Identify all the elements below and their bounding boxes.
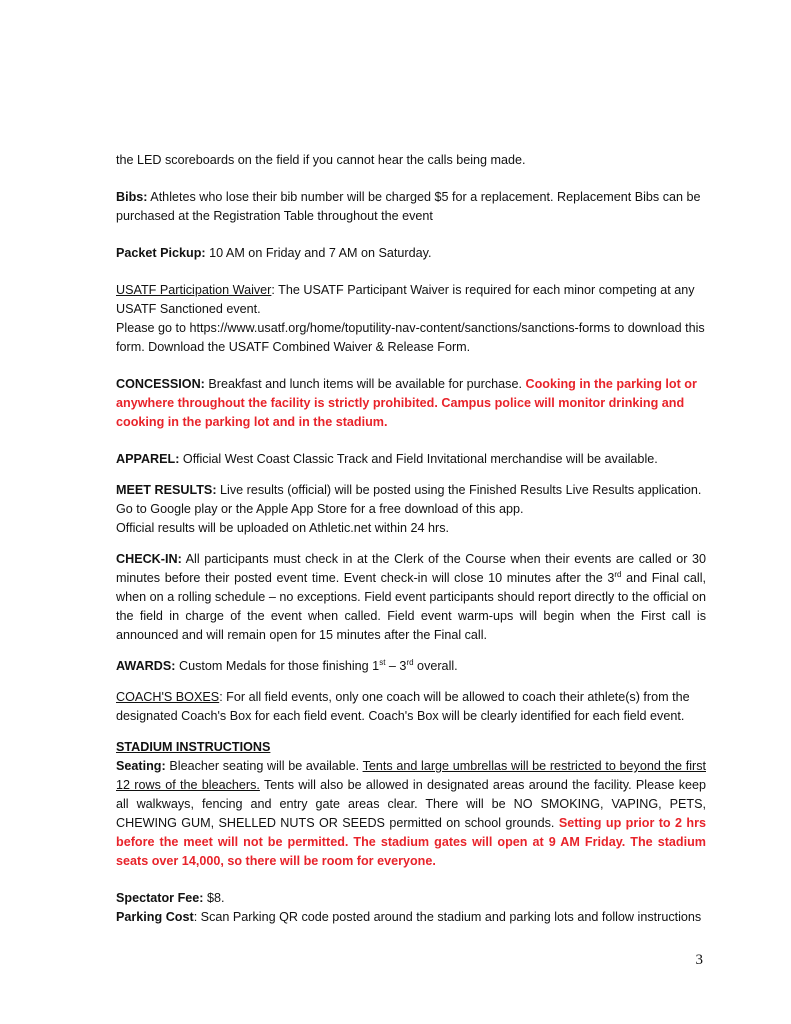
parking-cost-text: : Scan Parking QR code posted around the stadium and parking lots and follow instructions bbox=[193, 910, 702, 924]
seating-warning: Setting up prior to 2 hrs before the meet will not be permitted. The stadium gates will open at 9 AM Friday. The stadium seats over 14,000, so there will be room for everyone. bbox=[116, 816, 707, 868]
meet-results-section bbox=[116, 481, 706, 519]
meet-results-text: Live results (official) will be posted using the Finished Results Live Results application. Go to Google play or the Apple App Store for a free download of this app. bbox=[116, 483, 702, 516]
meet-results-label: MEET RESULTS: bbox=[116, 483, 217, 497]
parking-cost-label: Parking Cost bbox=[116, 910, 194, 924]
page-number: 3 bbox=[695, 952, 703, 968]
stadium-instructions-heading: STADIUM INSTRUCTIONS bbox=[116, 740, 271, 754]
concession-text: Breakfast and lunch items will be available for purchase. bbox=[204, 377, 526, 391]
seating-text-2: Tents will also be allowed in designated areas around the facility. Please keep all walkways, fencing and entry gate areas clear. There will be NO SMOKING, VAPING, PETS, CHEWING GUM, SHELLED NUTS OR SEEDS permitted on school grounds. bbox=[116, 778, 706, 830]
check-in-sup: rd bbox=[614, 569, 622, 579]
spectator-fee-label: Spectator Fee: bbox=[116, 891, 204, 905]
apparel-section bbox=[116, 450, 706, 469]
check-in-text-2: and Final call, when on a rolling schedule – no exceptions. Field event participants should report directly to the official on the field in charge of the event when called. Field event warm-ups will begin when the First call is announced and will remain open for 15 minutes after the Final call. bbox=[116, 571, 706, 642]
seating-section bbox=[116, 757, 706, 871]
seating-label: Seating: bbox=[116, 759, 166, 773]
waiver-download-text: Please go to https://www.usatf.org/home/toputility-nav-content/sanctions/sanctions-forms to download this form. Download the USATF Combined Waiver & Release Form. bbox=[116, 321, 705, 354]
packet-pickup-label: Packet Pickup: bbox=[116, 246, 206, 260]
waiver-section bbox=[116, 281, 706, 319]
coach-boxes-text: : For all field events, only one coach will be allowed to coach their athlete(s) from the designated Coach's Box for each field event. Coach's Box will be clearly identified for each field event. bbox=[116, 690, 690, 723]
packet-pickup-section bbox=[116, 244, 706, 263]
apparel-label: APPAREL: bbox=[116, 452, 180, 466]
awards-sup-1: st bbox=[379, 657, 386, 667]
awards-text-3: overall. bbox=[413, 659, 458, 673]
apparel-text: Official West Coast Classic Track and Field Invitational merchandise will be available. bbox=[179, 452, 658, 466]
concession-section bbox=[116, 375, 706, 432]
coach-boxes-label: COACH'S BOXES bbox=[116, 690, 220, 704]
check-in-section bbox=[116, 550, 706, 645]
spectator-fee-text: $8. bbox=[203, 891, 225, 905]
waiver-text: : The USATF Participant Waiver is required for each minor competing at any USATF Sanctioned event. bbox=[116, 283, 695, 316]
waiver-label: USATF Participation Waiver bbox=[116, 283, 272, 297]
seating-tents-rule: Tents and large umbrellas will be restricted to beyond the first 12 rows of the bleachers. bbox=[116, 759, 706, 792]
bibs-section bbox=[116, 188, 706, 226]
led-scoreboard-line: the LED scoreboards on the field if you cannot hear the calls being made. bbox=[116, 153, 526, 167]
check-in-label: CHECK-IN: bbox=[116, 552, 182, 566]
spectator-fee-section bbox=[116, 889, 706, 908]
concession-warning: Cooking in the parking lot or anywhere throughout the facility is strictly prohibited. Campus police will monitor drinking and cooking in the parking lot and in the stadium. bbox=[116, 377, 697, 429]
document-body bbox=[116, 151, 706, 927]
parking-cost-section bbox=[116, 908, 706, 927]
bibs-label: Bibs: bbox=[116, 190, 148, 204]
packet-pickup-text: 10 AM on Friday and 7 AM on Saturday. bbox=[205, 246, 432, 260]
awards-section bbox=[116, 657, 706, 676]
check-in-text-1: All participants must check in at the Clerk of the Course when their events are called or 30 minutes before their posted event time. Event check-in will close 10 minutes after the 3 bbox=[116, 552, 706, 585]
seating-text-1: Bleacher seating will be available. bbox=[165, 759, 363, 773]
bibs-text: Athletes who lose their bib number will be charged $5 for a replacement. Replacement Bibs can be purchased at the Registration Table throughout the event bbox=[116, 190, 701, 223]
concession-label: CONCESSION: bbox=[116, 377, 205, 391]
awards-text-2: – 3 bbox=[385, 659, 407, 673]
official-results-text: Official results will be uploaded on Athletic.net within 24 hrs. bbox=[116, 521, 449, 535]
awards-label: AWARDS: bbox=[116, 659, 176, 673]
awards-sup-2: rd bbox=[406, 657, 414, 667]
coach-boxes-section bbox=[116, 688, 706, 726]
awards-text-1: Custom Medals for those finishing 1 bbox=[175, 659, 380, 673]
